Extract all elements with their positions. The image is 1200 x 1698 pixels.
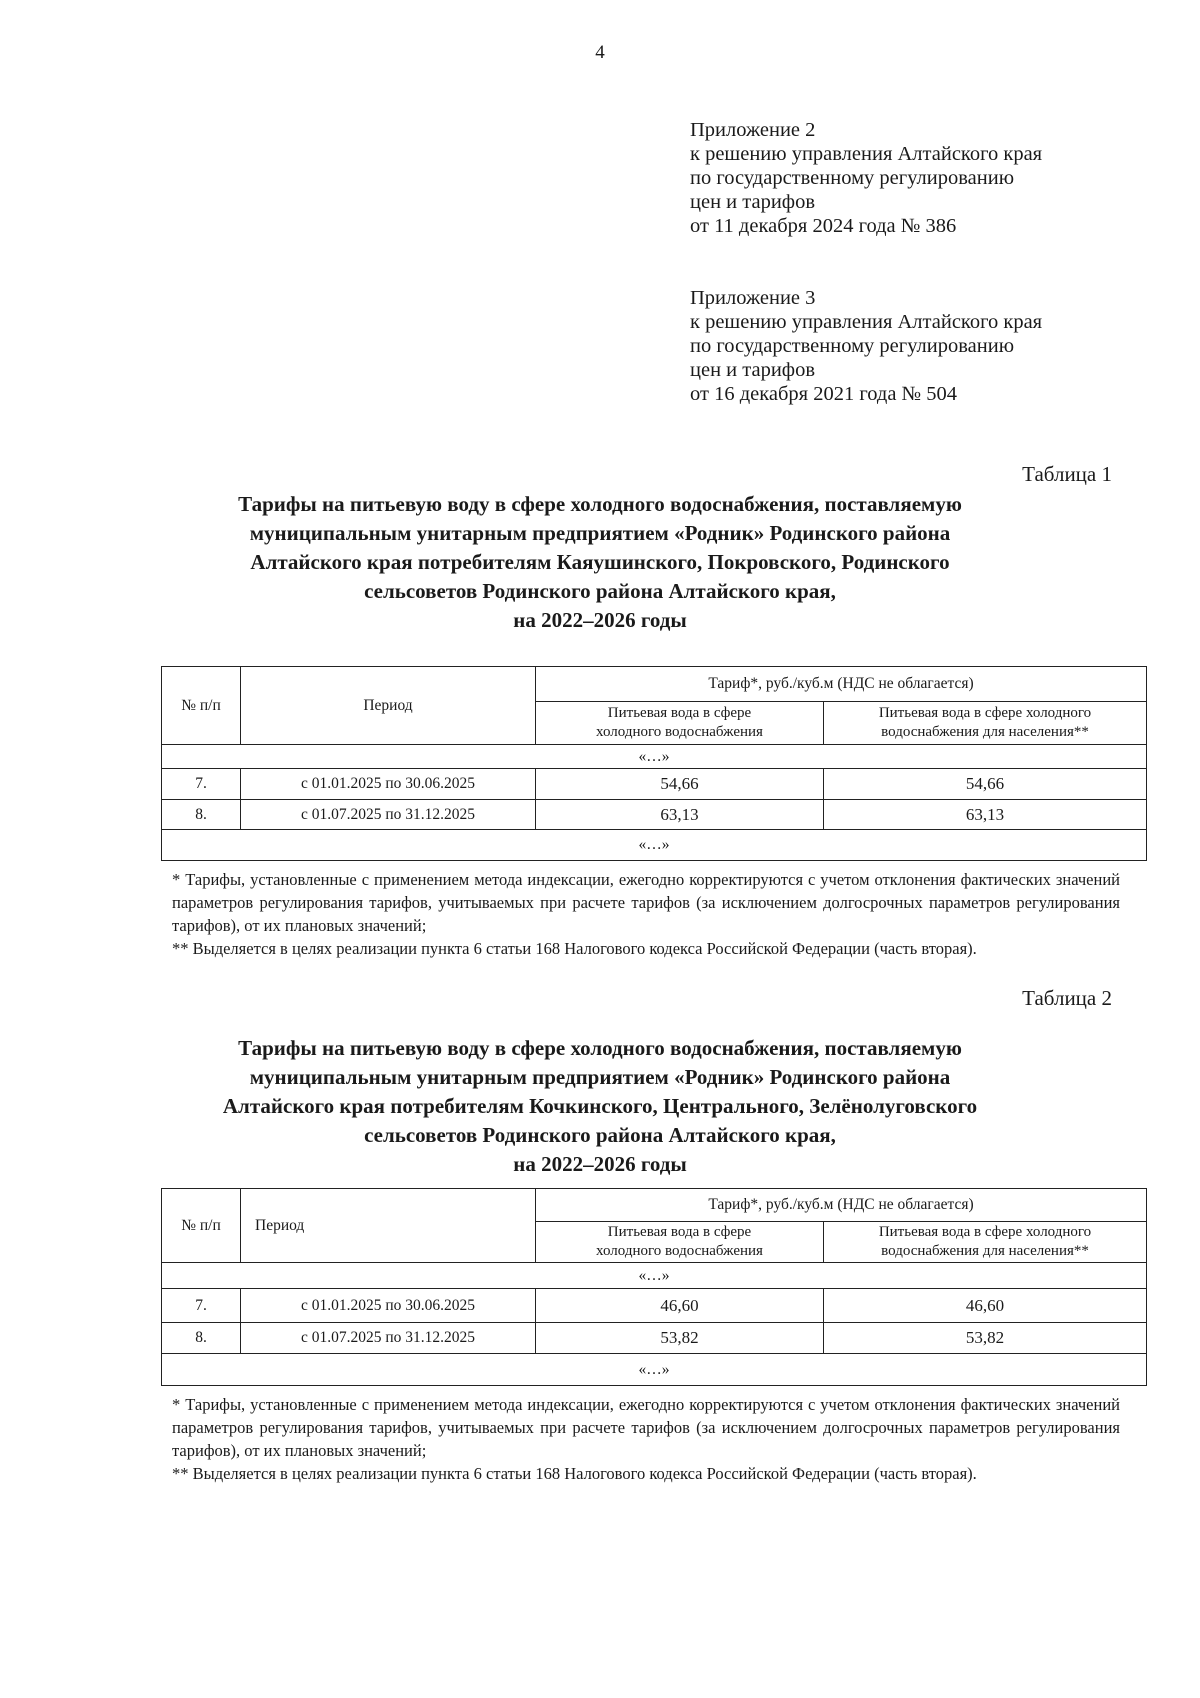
row-num: 8. [162,800,241,830]
row-value-2: 46,60 [824,1289,1147,1323]
table-1-title [140,490,1060,635]
appendix-3-line: по государственному регулированию [690,335,1015,357]
header-num: № п/п [162,667,241,745]
table-2-title [140,1034,1060,1179]
row-period: с 01.07.2025 по 31.12.2025 [241,1323,536,1354]
table-1-footnotes [172,868,1120,960]
header-tariff: Тариф*, руб./куб.м (НДС не облагается) [536,1189,1147,1222]
row-num: 8. [162,1323,241,1354]
page-number: 4 [595,42,605,63]
row-period: с 01.07.2025 по 31.12.2025 [241,800,536,830]
ellipsis-row: «…» [162,1263,1147,1289]
title-line: сельсоветов Родинского района Алтайского края, [364,579,836,603]
table-row [162,1289,1147,1323]
header-period: Период [241,667,536,745]
row-value-1: 54,66 [536,769,824,800]
row-value-2: 53,82 [824,1323,1147,1354]
appendix-2-line: цен и тарифов [690,191,816,213]
header-col-2: Питьевая вода в сфере холодного водоснабжения для населения** [824,702,1147,745]
header-period: Период [241,1189,536,1263]
tariff-table-1 [161,666,1147,861]
title-line: на 2022–2026 годы [513,1152,687,1176]
row-value-1: 63,13 [536,800,824,830]
table-row [162,800,1147,830]
appendix-2-line: к решению управления Алтайского края [690,143,1043,165]
appendix-2-line: по государственному регулированию [690,167,1015,189]
row-value-2: 54,66 [824,769,1147,800]
title-line: Алтайского края потребителям Кочкинского, Центрального, Зелёнолуговского [222,1094,978,1118]
table-row [162,769,1147,800]
appendix-3-block [690,286,1150,406]
title-line: Тарифы на питьевую воду в сфере холодного водоснабжения, поставляемую [238,492,962,516]
title-line: сельсоветов Родинского района Алтайского края, [364,1123,836,1147]
ellipsis-row: «…» [162,1354,1147,1386]
table-2-label: Таблица 2 [1022,986,1112,1010]
title-line: Тарифы на питьевую воду в сфере холодного водоснабжения, поставляемую [238,1036,962,1060]
row-num: 7. [162,769,241,800]
footnote-1: * Тарифы, установленные с применением метода индексации, ежегодно корректируются с учетом отклонения фактических значений параметров регулирования тарифов, учитываемых при расчете тарифов (за исключением долгосрочных параметров регулирования тарифов), от их плановых значений; [172,870,1120,935]
title-line: на 2022–2026 годы [513,608,687,632]
title-line: муниципальным унитарным предприятием «Родник» Родинского района [249,1065,951,1089]
title-line: муниципальным унитарным предприятием «Родник» Родинского района [249,521,951,545]
table-row [162,1323,1147,1354]
appendix-3-line: цен и тарифов [690,359,816,381]
footnote-1: * Тарифы, установленные с применением метода индексации, ежегодно корректируются с учетом отклонения фактических значений параметров регулирования тарифов, учитываемых при расчете тарифов (за исключением долгосрочных параметров регулирования тарифов), от их плановых значений; [172,1395,1120,1460]
tariff-table-2 [161,1188,1147,1386]
appendix-2-line: от 11 декабря 2024 года № 386 [690,215,957,237]
header-tariff: Тариф*, руб./куб.м (НДС не облагается) [536,667,1147,702]
appendix-3-line: от 16 декабря 2021 года № 504 [690,383,957,405]
header-col-2: Питьевая вода в сфере холодного водоснабжения для населения** [824,1222,1147,1263]
row-value-1: 46,60 [536,1289,824,1323]
row-value-1: 53,82 [536,1323,824,1354]
ellipsis-row: «…» [162,745,1147,769]
row-period: с 01.01.2025 по 30.06.2025 [241,1289,536,1323]
appendix-2-title: Приложение 2 [690,119,816,141]
table-1-label: Таблица 1 [1022,462,1112,486]
footnote-2: ** Выделяется в целях реализации пункта 6 статьи 168 Налогового кодекса Российской Федерации (часть вторая). [172,939,977,958]
header-col-1: Питьевая вода в сфере холодного водоснабжения [536,702,824,745]
header-col-1: Питьевая вода в сфере холодного водоснабжения [536,1222,824,1263]
row-num: 7. [162,1289,241,1323]
appendix-3-line: к решению управления Алтайского края [690,311,1043,333]
footnote-2: ** Выделяется в целях реализации пункта 6 статьи 168 Налогового кодекса Российской Федерации (часть вторая). [172,1464,977,1483]
appendix-3-title: Приложение 3 [690,287,816,309]
row-period: с 01.01.2025 по 30.06.2025 [241,769,536,800]
table-2-footnotes [172,1393,1120,1485]
ellipsis-row: «…» [162,830,1147,861]
appendix-2-block [690,118,1150,238]
title-line: Алтайского края потребителям Каяушинского, Покровского, Родинского [250,550,950,574]
row-value-2: 63,13 [824,800,1147,830]
header-num: № п/п [162,1189,241,1263]
